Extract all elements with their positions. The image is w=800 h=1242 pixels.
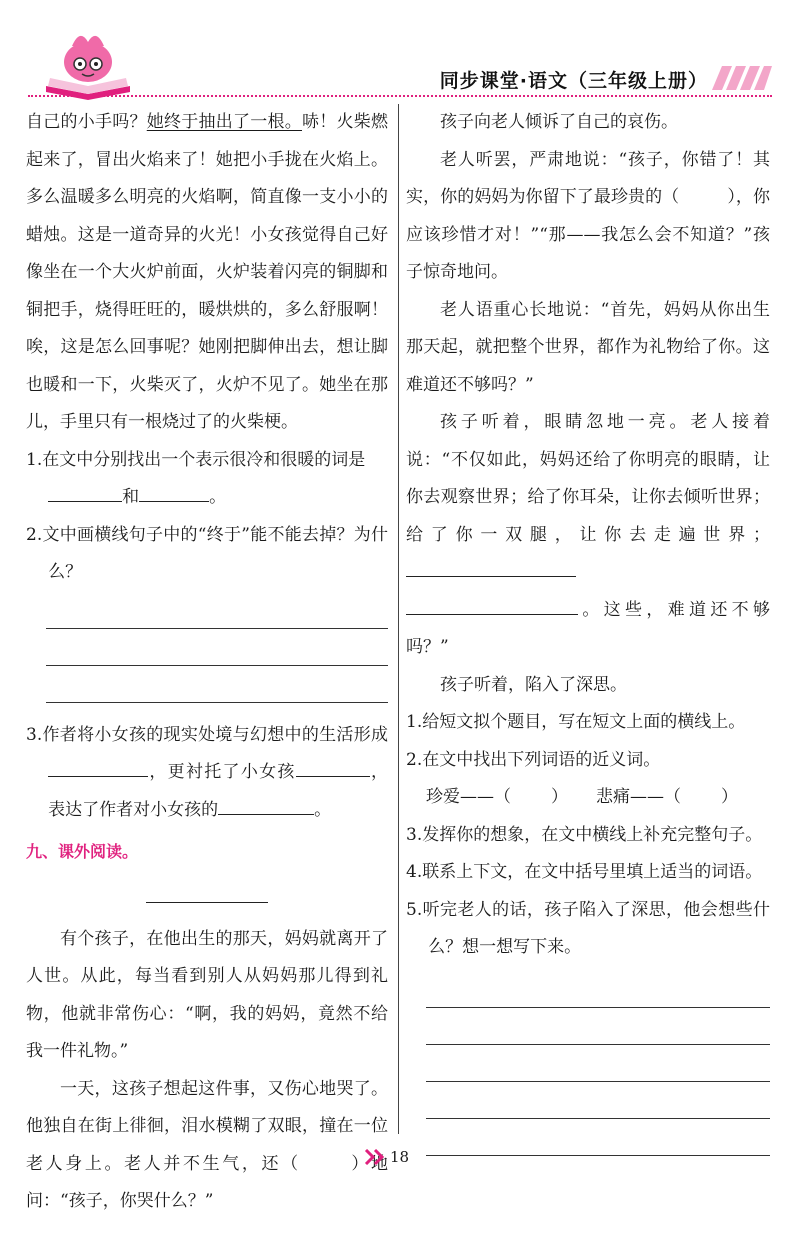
- story-paragraph: 孩子听着，陷入了深思。: [440, 674, 627, 695]
- mascot-logo: [40, 28, 136, 100]
- story-paragraph: 一天，这孩子想起这件事，又伤心地哭了。他独自在街上徘徊，泪水模糊了双眼，撞在一位老人身上。老人并不生气，还（ ）地问：“孩子，你哭什么？”: [26, 1078, 388, 1211]
- story-paragraph: 老人语重心长地说：“首先，妈妈从你出生那天起，就把整个世界，都作为礼物给了你。这难道还不够吗？”: [406, 299, 770, 395]
- page-header-title: 同步课堂·语文（三年级上册）: [439, 70, 708, 92]
- answer-blank[interactable]: [48, 758, 148, 777]
- header-stripes-decoration: [712, 66, 772, 90]
- underlined-sentence: 她终于抽出了一根。: [146, 112, 302, 132]
- question-4: 4.联系上下文，在文中括号里填上适当的词语。: [406, 862, 763, 882]
- answer-blank[interactable]: [296, 758, 370, 777]
- question-3: 3.发挥你的想象，在文中横线上补充完整句子。: [406, 824, 763, 845]
- answer-line[interactable]: [426, 1119, 770, 1156]
- answer-lines: [46, 592, 388, 703]
- question-1: 1.给短文拟个题目，写在短文上面的横线上。: [406, 712, 746, 732]
- page-footer: [364, 1148, 409, 1166]
- answer-line[interactable]: [46, 666, 388, 703]
- story-paragraph: 老人听罢，严肃地说：“孩子，你错了！其实，你的妈妈为你留下了最珍贵的（ ），你应该珍惜才对！”“那——我怎么会不知道？”孩子惊奇地问。: [406, 149, 771, 282]
- passage-paragraph: 自己的小手吗？她终于抽出了一根。哧！火柴燃起来了，冒出火焰来了！她把小手拢在火焰上。多么温暖多么明亮的火焰啊，简直像一支小小的蜡烛。这是一道奇异的火光！小女孩觉得自己好像坐在一个大火炉前面，火炉装着闪亮的铜脚和铜把手，烧得旺旺的，暖烘烘的，多么舒服啊！唉，这是怎么回事呢？她刚把脚伸出去，想让脚也暖和一下，火柴灭了，火炉不见了。她坐在那儿，手里只有一根烧过了的火柴梗。: [26, 112, 388, 432]
- question-2: 2.文中画横线句子中的“终于”能不能去掉？为什么？: [26, 524, 388, 582]
- answer-line[interactable]: [46, 629, 388, 666]
- answer-blank[interactable]: [406, 558, 576, 577]
- left-column: [26, 104, 388, 1221]
- double-chevron-right-icon: [364, 1149, 386, 1165]
- question-1: 1.在文中分别找出一个表示很冷和很暖的词是 和 。: [26, 449, 366, 507]
- question-3: 3.作者将小女孩的现实处境与幻想中的生活形成，更衬托了小女孩 ，表达了作者对小女孩的 。: [26, 724, 389, 820]
- story-paragraph: 孩子向老人倾诉了自己的哀伤。: [440, 112, 678, 132]
- column-divider: [398, 104, 399, 1134]
- right-column: [406, 104, 770, 1156]
- answer-line[interactable]: [426, 1008, 770, 1045]
- answer-blank[interactable]: [218, 796, 314, 815]
- answer-blank[interactable]: [48, 483, 122, 502]
- answer-lines: [426, 971, 770, 1156]
- page-number: 18: [390, 1148, 410, 1166]
- answer-blank[interactable]: [139, 483, 209, 502]
- section-title: 九、课外阅读。: [26, 842, 139, 861]
- question-5: 5.听完老人的话，孩子陷入了深思，他会想些什么？想一想写下来。: [406, 899, 770, 957]
- header-dotted-rule: [28, 95, 772, 97]
- answer-line[interactable]: [426, 1045, 770, 1082]
- answer-line[interactable]: [426, 1082, 770, 1119]
- story-title-blank[interactable]: [146, 901, 268, 903]
- question-2: 2.在文中找出下列词语的近义词。: [406, 749, 661, 770]
- synonym-row: 珍爱——（ ） 悲痛——（ ）: [426, 787, 738, 807]
- answer-line[interactable]: [426, 971, 770, 1008]
- story-paragraph: 孩子听着，眼睛忽地一亮。老人接着说：“不仅如此，妈妈还给了你明亮的眼睛，让你去观察世界；给了你耳朵，让你去倾听世界；给了你一双腿，让你去走遍世界； 。这些，难道还不够吗？”: [406, 412, 770, 657]
- answer-blank[interactable]: [406, 596, 578, 615]
- answer-line[interactable]: [46, 592, 388, 629]
- story-paragraph: 有个孩子，在他出生的那天，妈妈就离开了人世。从此，每当看到别人从妈妈那儿得到礼物，他就非常伤心：“啊，我的妈妈，竟然不给我一件礼物。”: [26, 928, 388, 1061]
